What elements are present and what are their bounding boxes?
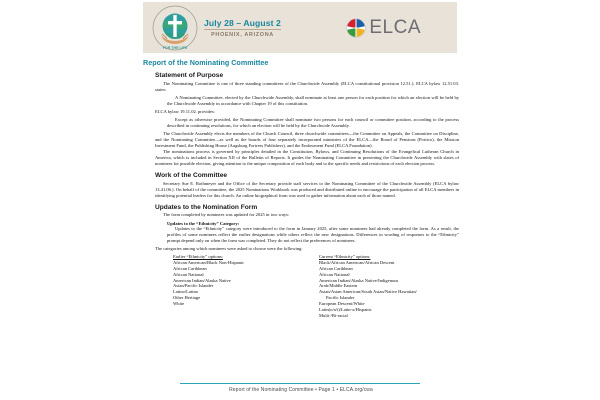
elca-shield-icon (346, 18, 366, 38)
document-body (143, 58, 459, 319)
section-heading-updates-to-the-nomination-form: Updates to the Nomination Form (155, 203, 258, 211)
list-item: American Indian/Alaska Native (173, 277, 231, 283)
paragraph-quote: A Nominating Committee, elected by the Churchwide Assembly, shall nominate at least one person for each position for which an election will be held by the Churchwide Assembly in accordance with Chapter 19 of this constitution. (167, 94, 459, 106)
paragraph: The categories among which nominees were asked to choose were the following: (155, 246, 303, 252)
paragraph: Secretary Sue E. Rothmeyer and the Office of the Secretary provide staff services to the Nominating Committee of the Churchwide Assembly (ELCA bylaw 13.41.06.). On behalf of the committee, the 2025 Nominations Workbook was produced and distributed online to encourage the participation of all ELCA members in identifying potential leaders for this church. An online biographical form was used to gather information about each of those named. (155, 180, 459, 198)
event-banner (143, 2, 457, 53)
section-heading-statement-of-purpose: Statement of Purpose (155, 72, 224, 79)
subsection-heading-ethnicity-category: Updates to the “Ethnicity” Category: (167, 221, 240, 227)
footer-divider (180, 383, 420, 384)
list-item: Asian/Asian American/South Asian/Native Hawaiian/ (319, 289, 417, 295)
paragraph: The nominations process is governed by principles detailed in the Constitution, Bylaws, and Continuing Resolutions of the Evangelical Lutheran Church in America, which is included in Section XII of the Bulletin of Reports. It guides the Nominating Committee in presenting the Churchwide Assembly with slates of nominees for possible election, giving attention to the unique composition of each body and to the specific needs and restrictions of each election process. (155, 148, 459, 167)
elca-wordmark: ELCA (369, 17, 421, 38)
list-item: African Caribbean (173, 265, 207, 271)
paragraph: The Nominating Committee is one of three standing committees of the Churchwide Assembly (ELCA constitutional provision 12.51.). ELCA bylaw 12.51.03. states: (155, 80, 459, 92)
globe-cross-hands-icon (152, 5, 198, 51)
list-item: American Indian/Alaska Native/Indigenous (319, 277, 399, 283)
event-divider (204, 29, 281, 30)
current-ethnicity-column (319, 254, 451, 318)
list-item: European Descent/White (319, 301, 365, 306)
list-item: African National (319, 271, 350, 277)
ethnicity-options-lists (173, 254, 459, 318)
list-item: Asian/Pacific Islander (173, 283, 214, 289)
list-item: White (173, 301, 185, 306)
paragraph-quote: Except as otherwise provided, the Nominating Committee shall nominate two persons for each council or committee position, according to the process described in continuing resolutions, for which an election will be held by the Churchwide Assembly. (167, 116, 459, 128)
footer-text: Report of the Nominating Committee • Page 1 • ELCA.org/cwa (229, 387, 373, 393)
list-item: Multi-/Bi-racial (319, 312, 348, 318)
list-item: African Caribbean (319, 265, 353, 271)
event-city: PHOENIX, ARIZONA (211, 31, 274, 38)
current-ethnicity-header: Current “Ethnicity” options: (319, 254, 371, 260)
list-item: Other Heritage (173, 295, 201, 301)
paragraph: The Churchwide Assembly elects the members of the Church Council, three churchwide committees—the Committee on Appeals, the Committee on Discipline, and the Nominating Committee—as well as the boards of four separately incorporated ministries of the ELCA—the Board of Pensions (Portico), the Mission Investment Fund, the Publishing House (Augsburg Fortress Publishers), and the Endowment Fund (ELCA Foundation). (155, 130, 459, 148)
event-details (204, 18, 281, 38)
list-item: African American/Black Non-Hispanic (173, 259, 245, 265)
list-item: Arab/Middle Eastern (319, 283, 358, 289)
list-item: Black/African American/African Descent (319, 259, 395, 265)
elca-logo (346, 18, 421, 38)
earlier-ethnicity-column (173, 254, 305, 318)
list-item: African National (173, 271, 204, 277)
section-heading-work-of-the-committee: Work of the Committee (155, 172, 228, 180)
paragraph: ELCA bylaw 19.11.02. provides: (155, 108, 215, 114)
list-item: Latino/Latina (173, 289, 198, 295)
paragraph: The form completed by nominees was updated for 2025 in two ways: (163, 212, 290, 218)
event-date: July 28 – August 2 (204, 17, 281, 28)
list-item: Latin(o/a/i)/Latin-x/Hispanic (319, 306, 372, 312)
paragraph: Updates to the “Ethnicity” category were introduced to the form in January 2025, after some nominees had already completed the form. As a result, the profiles of some nominees reflect the earlier designations while others reflect the new designations. Differences in wording of responses to the “Ethnicity” prompt depend only on when the form was completed. They do not reflect the preferences of nominees. (167, 226, 459, 244)
list-item: Pacific Islander (326, 295, 355, 301)
earlier-ethnicity-header: Earlier “Ethnicity” options: (173, 254, 224, 260)
svg-text:FOR THE LIFE: FOR THE LIFE (162, 45, 188, 50)
page-title: Report of the Nominating Committee (143, 58, 269, 67)
